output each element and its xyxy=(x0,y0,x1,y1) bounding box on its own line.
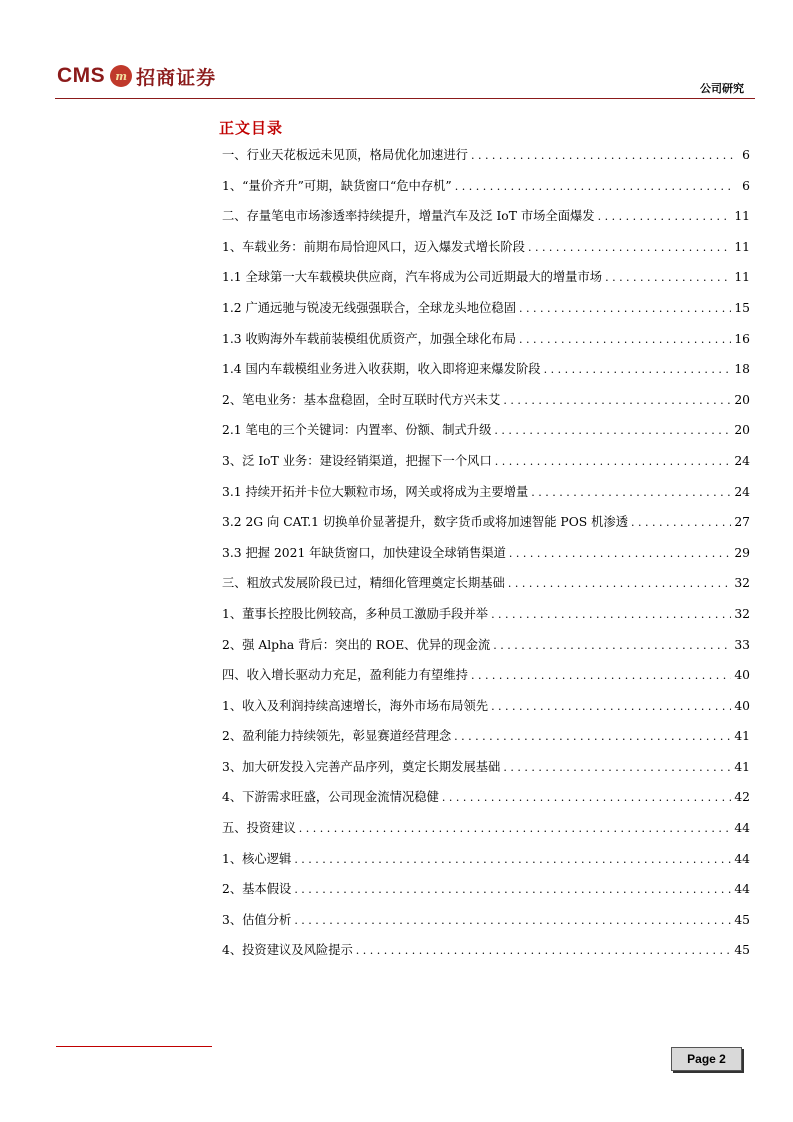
toc-dot-leader xyxy=(509,547,731,560)
toc-entry-page: 41 xyxy=(734,759,750,774)
toc-entry-text: 3、泛 IoT 业务：建设经销渠道，把握下一个风口 xyxy=(222,453,492,468)
toc-entry[interactable] xyxy=(222,879,750,910)
toc-entry-text: 4、投资建议及风险提示 xyxy=(222,943,353,958)
toc-entry-text: 3、加大研发投入完善产品序列，奠定长期发展基础 xyxy=(222,759,501,774)
toc-dot-leader xyxy=(528,241,731,254)
toc-dot-leader xyxy=(598,210,732,223)
toc-entry-page: 29 xyxy=(734,545,750,560)
toc-entry-text: 1、车载业务：前期布局恰迎风口，迈入爆发式增长阶段 xyxy=(222,239,525,254)
toc-entry[interactable] xyxy=(222,940,750,971)
toc-entry-page: 44 xyxy=(734,851,750,866)
toc-entry-text: 1、“量价齐升”可期，缺货窗口“危中存机” xyxy=(222,178,452,193)
toc-dot-leader xyxy=(299,822,732,835)
toc-dot-leader xyxy=(503,761,731,774)
toc-dot-leader xyxy=(531,486,731,499)
toc-entry[interactable] xyxy=(222,420,750,451)
header-divider xyxy=(55,98,755,99)
toc-entry-page: 27 xyxy=(734,515,750,530)
toc-entry-page: 33 xyxy=(734,637,750,652)
logo-chinese: 招商证券 xyxy=(136,66,217,89)
toc-entry[interactable] xyxy=(222,787,750,818)
toc-entry[interactable] xyxy=(222,359,750,390)
toc-entry[interactable] xyxy=(222,604,750,635)
toc-entry[interactable] xyxy=(222,206,750,237)
toc-dot-leader xyxy=(508,577,732,590)
toc-dot-leader xyxy=(605,271,731,284)
toc-dot-leader xyxy=(454,730,731,743)
toc-entry-text: 3.2 2G 向 CAT.1 切换单价显著提升，数字货币或将加速智能 POS 机渗透 xyxy=(222,515,629,530)
report-type-label: 公司研究 xyxy=(700,82,744,95)
toc-dot-leader xyxy=(544,363,732,376)
toc-entry-text: 2.1 笔电的三个关键词：内置率、份额、制式升级 xyxy=(222,423,492,438)
toc-entry-page: 20 xyxy=(734,392,750,407)
toc-title: 正文目录 xyxy=(219,119,284,137)
toc-dot-leader xyxy=(491,608,731,621)
logo-emblem-icon: m xyxy=(110,65,132,87)
toc-entry-page: 40 xyxy=(734,668,750,683)
toc-entry[interactable] xyxy=(222,849,750,880)
toc-entry-page: 41 xyxy=(734,729,750,744)
toc-entry-page: 11 xyxy=(734,239,750,254)
toc-entry-text: 2、强 Alpha 背后：突出的 ROE、优异的现金流 xyxy=(222,637,491,652)
toc-entry[interactable] xyxy=(222,145,750,176)
toc-entry-text: 1.4 国内车载模组业务进入收获期，收入即将迎来爆发阶段 xyxy=(222,362,541,377)
toc-entry-text: 2、盈利能力持续领先，彰显赛道经营理念 xyxy=(222,729,452,744)
toc-entry-page: 45 xyxy=(734,912,750,927)
toc-entry-text: 2、基本假设 xyxy=(222,882,292,897)
toc-entry-text: 1、核心逻辑 xyxy=(222,851,292,866)
page-number-badge: Page 2 xyxy=(671,1047,742,1071)
toc-entry[interactable] xyxy=(222,329,750,360)
toc-entry[interactable] xyxy=(222,512,750,543)
toc-entry[interactable] xyxy=(222,176,750,207)
toc-entry-text: 三、粗放式发展阶段已过，精细化管理奠定长期基础 xyxy=(222,576,505,591)
toc-entry-page: 32 xyxy=(734,576,750,591)
toc-entry-text: 一、行业天花板远未见顶，格局优化加速进行 xyxy=(222,148,468,162)
toc-entry-page: 32 xyxy=(734,606,750,621)
toc-dot-leader xyxy=(471,669,731,682)
toc-entry[interactable] xyxy=(222,757,750,788)
toc-entry-page: 15 xyxy=(734,300,750,315)
toc-dot-leader xyxy=(631,516,731,529)
toc-entry-text: 四、收入增长驱动力充足，盈利能力有望维持 xyxy=(222,668,468,683)
toc-dot-leader xyxy=(455,180,733,193)
toc-entry[interactable] xyxy=(222,726,750,757)
toc-dot-leader xyxy=(356,944,732,957)
toc-entry[interactable] xyxy=(222,390,750,421)
toc-entry-page: 6 xyxy=(742,148,750,162)
toc-entry-page: 24 xyxy=(734,484,750,499)
toc-entry-text: 1.2 广通远驰与锐凌无线强强联合，全球龙头地位稳固 xyxy=(222,300,516,315)
cms-logo xyxy=(57,60,216,92)
toc-entry-text: 1、董事长控股比例较高，多种员工激励手段并举 xyxy=(222,606,489,621)
toc-entry-text: 1.1 全球第一大车载模块供应商，汽车将成为公司近期最大的增量市场 xyxy=(222,270,603,285)
toc-dot-leader xyxy=(493,639,731,652)
toc-dot-leader xyxy=(494,424,731,437)
toc-entry-page: 11 xyxy=(734,209,750,224)
toc-entry-page: 18 xyxy=(734,362,750,377)
toc-entry-text: 3、估值分析 xyxy=(222,912,292,927)
toc-entry[interactable] xyxy=(222,482,750,513)
toc-entry-page: 11 xyxy=(734,270,750,285)
toc-entry-page: 44 xyxy=(734,821,750,836)
toc-entry[interactable] xyxy=(222,237,750,268)
toc-entry[interactable] xyxy=(222,910,750,941)
toc-entry-page: 44 xyxy=(734,882,750,897)
toc-dot-leader xyxy=(519,333,731,346)
toc-dot-leader xyxy=(294,883,731,896)
footer-divider xyxy=(56,1046,212,1047)
toc-entry-page: 6 xyxy=(742,178,750,193)
toc-dot-leader xyxy=(442,791,731,804)
toc-entry-page: 20 xyxy=(734,423,750,438)
toc-entry-page: 40 xyxy=(734,698,750,713)
toc-entry-text: 五、投资建议 xyxy=(222,821,296,836)
toc-dot-leader xyxy=(294,853,731,866)
toc-entry-page: 24 xyxy=(734,453,750,468)
toc-entry-text: 3.3 把握 2021 年缺货窗口，加快建设全球销售渠道 xyxy=(222,545,506,560)
toc-entry[interactable] xyxy=(222,635,750,666)
toc-entry-page: 42 xyxy=(734,790,750,805)
toc-dot-leader xyxy=(294,914,731,927)
toc-entry-text: 3.1 持续开拓并卡位大颗粒市场，网关或将成为主要增量 xyxy=(222,484,529,499)
toc-entry-page: 16 xyxy=(734,331,750,346)
toc-entry[interactable] xyxy=(222,267,750,298)
toc-entry[interactable] xyxy=(222,696,750,727)
toc-entry-text: 4、下游需求旺盛，公司现金流情况稳健 xyxy=(222,790,439,805)
toc-entry[interactable] xyxy=(222,818,750,849)
toc-dot-leader xyxy=(495,455,732,468)
toc-entry-text: 二、存量笔电市场渗透率持续提升，增量汽车及泛 IoT 市场全面爆发 xyxy=(222,209,595,224)
toc-dot-leader xyxy=(503,394,731,407)
toc-entry[interactable] xyxy=(222,573,750,604)
toc-entry-text: 2、笔电业务：基本盘稳固，全时互联时代方兴未艾 xyxy=(222,392,501,407)
toc-entry[interactable] xyxy=(222,298,750,329)
toc-entry[interactable] xyxy=(222,451,750,482)
toc-dot-leader xyxy=(519,302,731,315)
toc-entry[interactable] xyxy=(222,543,750,574)
toc-entry-text: 1.3 收购海外车载前装模组优质资产，加强全球化布局 xyxy=(222,331,516,346)
toc-dot-leader xyxy=(471,149,733,162)
table-of-contents xyxy=(222,145,750,971)
toc-entry-text: 1、收入及利润持续高速增长，海外市场布局领先 xyxy=(222,698,489,713)
toc-entry-page: 45 xyxy=(734,943,750,958)
logo-latin: CMS xyxy=(57,64,106,87)
toc-dot-leader xyxy=(491,700,731,713)
page-header xyxy=(0,0,793,100)
toc-entry[interactable] xyxy=(222,665,750,696)
